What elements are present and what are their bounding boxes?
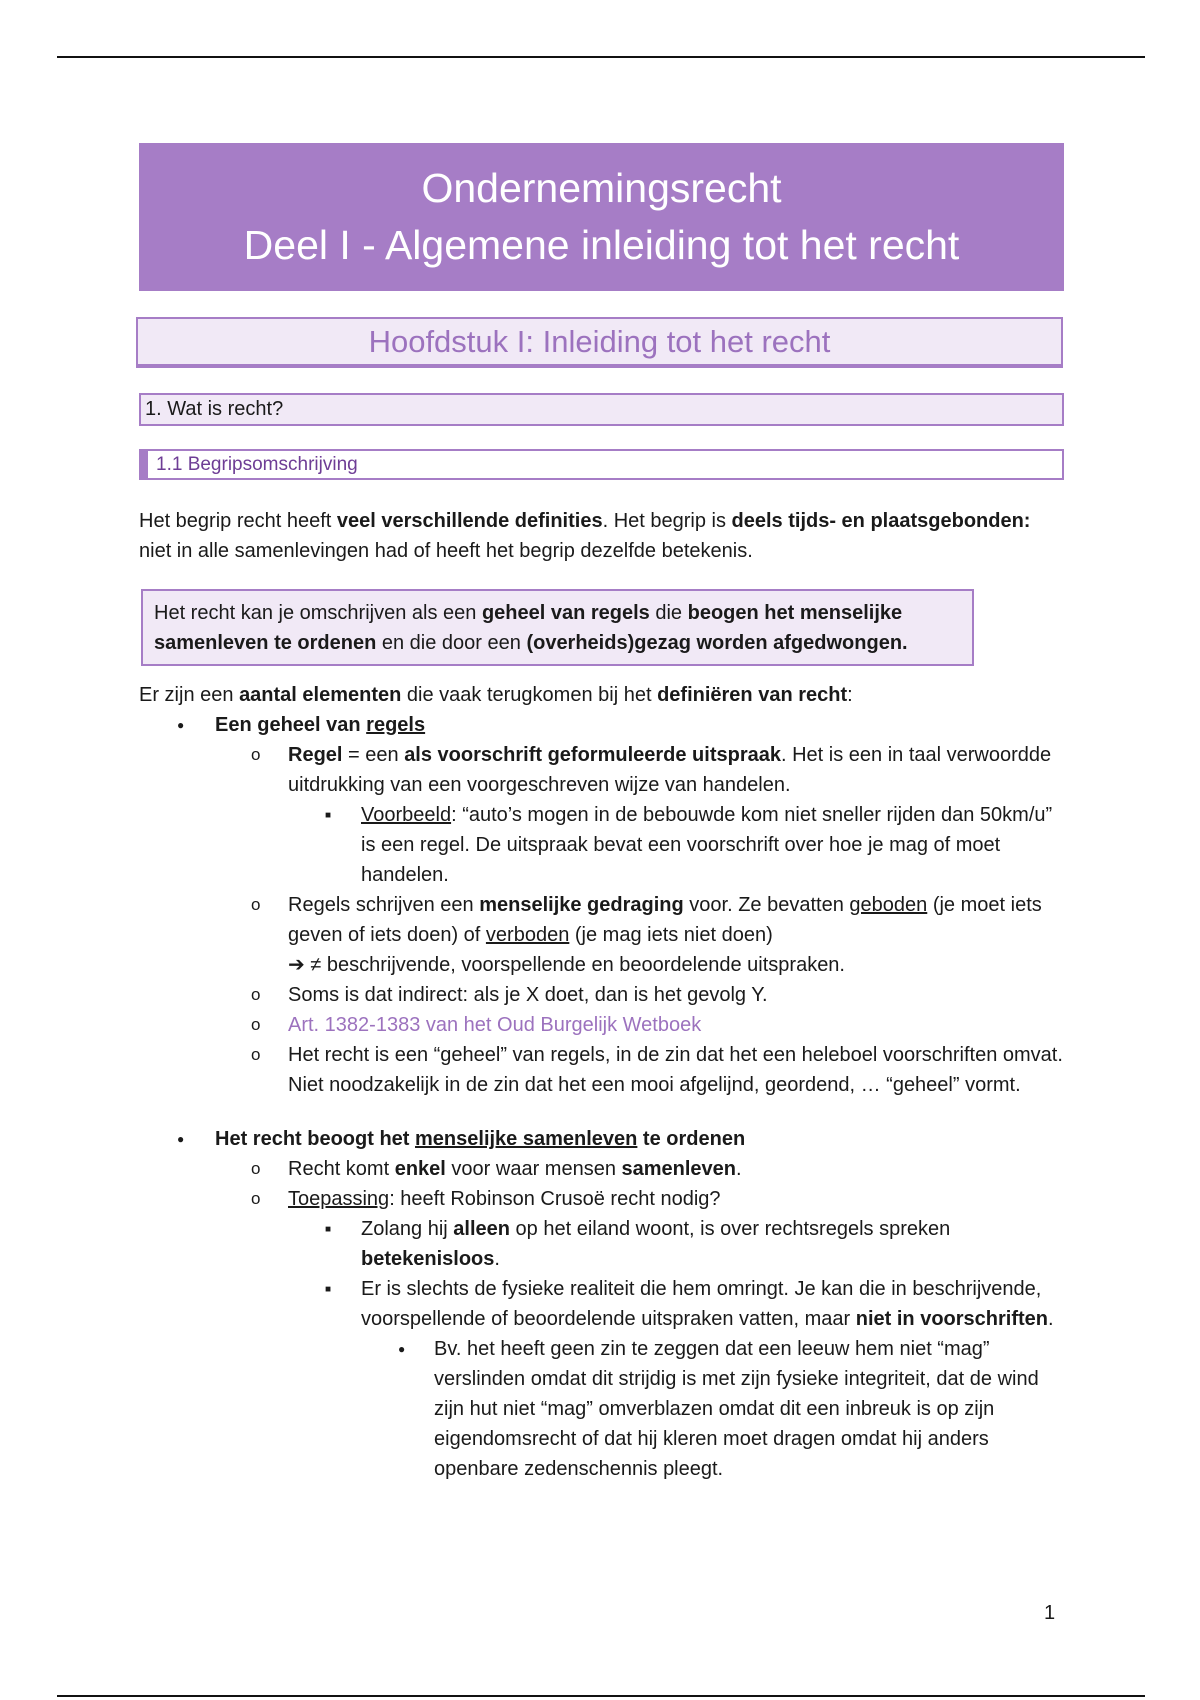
text: die vaak terugkomen bij het bbox=[401, 684, 658, 706]
bold-text: Een geheel van bbox=[215, 714, 367, 736]
list-item bbox=[288, 1154, 1064, 1184]
list-item bbox=[288, 1184, 1064, 1484]
text: . bbox=[1048, 1308, 1054, 1330]
section-heading: 1. Wat is recht? bbox=[139, 393, 1064, 426]
text: . Het begrip is bbox=[602, 510, 732, 532]
subsection-heading: 1.1 Begripsomschrijving bbox=[139, 449, 1064, 480]
text: op het eiland woont, is over rechtsregels spreken bbox=[509, 1218, 951, 1240]
text: niet in alle samenlevingen had of heeft het begrip dezelfde betekenis. bbox=[139, 540, 753, 562]
text: Het begrip recht heeft bbox=[139, 510, 337, 532]
document-subtitle: Deel I - Algemene inleiding tot het recht bbox=[243, 222, 960, 268]
text: die bbox=[649, 602, 688, 624]
text: Er zijn een bbox=[139, 684, 240, 706]
bold-text: aantal elementen bbox=[239, 684, 402, 706]
list-item bbox=[288, 740, 1064, 890]
text: Regels schrijven een bbox=[288, 894, 480, 916]
bold-text: deels tijds- en plaatsgebonden: bbox=[731, 510, 1031, 532]
underlined-text: regels bbox=[366, 714, 426, 736]
example-list bbox=[361, 1334, 1064, 1484]
list-item-regels bbox=[215, 710, 1064, 1100]
text: = een bbox=[342, 744, 405, 766]
bold-text: definiëren van recht bbox=[657, 684, 848, 706]
bold-text: als voorschrift geformuleerde uitspraak bbox=[404, 744, 781, 766]
intro-paragraph bbox=[139, 506, 1064, 566]
underlined-text: Voorbeeld bbox=[361, 804, 452, 826]
list-item bbox=[288, 1010, 1064, 1040]
bold-text: betekenisloos bbox=[361, 1248, 495, 1270]
text: . bbox=[494, 1248, 500, 1270]
sub-list bbox=[215, 1154, 1064, 1484]
underlined-text: menselijke samenleven bbox=[415, 1128, 638, 1150]
bold-text: Het recht beoogt het bbox=[215, 1128, 416, 1150]
sub-list bbox=[215, 740, 1064, 1100]
definition-box bbox=[141, 589, 974, 666]
text: : bbox=[847, 684, 853, 706]
list-item-samenleven bbox=[215, 1124, 1064, 1484]
underlined-text: geboden bbox=[849, 894, 928, 916]
bold-text: beogen het menselijke samenleven te ordenen bbox=[154, 602, 903, 654]
text: : heeft Robinson Crusoë recht nodig? bbox=[389, 1188, 721, 1210]
bold-text: samenleven bbox=[621, 1158, 737, 1180]
text: Het recht kan je omschrijven als een bbox=[154, 602, 482, 624]
elements-paragraph bbox=[139, 680, 1064, 710]
sub-sub-list bbox=[288, 800, 1064, 890]
list-item bbox=[361, 800, 1064, 890]
underlined-text: verboden bbox=[485, 924, 570, 946]
bold-text: niet in voorschriften bbox=[855, 1308, 1049, 1330]
bold-text: te ordenen bbox=[637, 1128, 746, 1150]
text: Recht komt bbox=[288, 1158, 395, 1180]
underlined-text: Toepassing bbox=[288, 1188, 390, 1210]
chapter-heading: Hoofdstuk I: Inleiding tot het recht bbox=[136, 317, 1063, 368]
page-number: 1 bbox=[1044, 1602, 1056, 1624]
text: voor waar mensen bbox=[445, 1158, 622, 1180]
title-banner bbox=[139, 143, 1064, 291]
list-item: o Het recht is een “geheel” van regels, in de zin dat het een heleboel voorschriften omvat. Niet noodzakelijk in de zin dat het een mooi afgelijnd, geordend, … “geheel” vormt. bbox=[288, 1040, 1064, 1100]
bold-text: (overheids)gezag worden afgedwongen. bbox=[526, 632, 908, 654]
text: (je moet iets geven of iets doen) of bbox=[288, 894, 1042, 946]
text: (je mag iets niet doen) bbox=[569, 924, 773, 946]
bold-text: enkel bbox=[394, 1158, 446, 1180]
list-item: o Soms is dat indirect: als je X doet, dan is het gevolg Y. bbox=[288, 980, 1064, 1010]
text: . bbox=[736, 1158, 742, 1180]
top-rule bbox=[57, 56, 1145, 58]
list-item bbox=[361, 1274, 1064, 1484]
text: : “auto’s mogen in de bebouwde kom niet sneller rijden dan 50km/u” is een regel. De uitspraak bevat een voorschrift over hoe je mag of moet handelen. bbox=[361, 804, 1053, 886]
bold-text: alleen bbox=[453, 1218, 510, 1240]
sub-sub-list bbox=[288, 1214, 1064, 1484]
document-page bbox=[139, 143, 1064, 1484]
bold-text: Regel bbox=[288, 744, 343, 766]
document-title: Ondernemingsrecht bbox=[421, 165, 782, 211]
text: voor. Ze bevatten bbox=[683, 894, 850, 916]
article-link[interactable]: Art. 1382-1383 van het Oud Burgelijk Wetboek bbox=[288, 1014, 702, 1036]
arrow-icon: ➔ bbox=[288, 954, 305, 976]
list-item bbox=[288, 890, 1064, 980]
text: Zolang hij bbox=[361, 1218, 454, 1240]
elements-list bbox=[139, 710, 1064, 1484]
bottom-rule bbox=[57, 1695, 1145, 1697]
bold-text: menselijke gedraging bbox=[479, 894, 684, 916]
list-item: ● Bv. het heeft geen zin te zeggen dat een leeuw hem niet “mag” verslinden omdat dit strijdig is met zijn fysieke integriteit, dat de wind zijn hut niet “mag” omverblazen omdat dit een inbreuk is op zijn eigendomsrecht of dat hij kleren moet dragen omdat hij anders openbare zedenschennis pleegt. bbox=[434, 1334, 1064, 1484]
bold-text: veel verschillende definities bbox=[336, 510, 603, 532]
bold-text: geheel van regels bbox=[481, 602, 650, 624]
text: Er is slechts de fysieke realiteit die hem omringt. Je kan die in beschrijvende, voorspellende of beoordelende uitspraken vatten, maar bbox=[361, 1278, 1042, 1330]
text: . Het is een in taal verwoordde uitdrukking van een voorgeschreven wijze van handelen. bbox=[288, 744, 1052, 796]
text: en die door een bbox=[376, 632, 527, 654]
text: ≠ beschrijvende, voorspellende en beoordelende uitspraken. bbox=[304, 954, 845, 976]
list-item bbox=[361, 1214, 1064, 1274]
